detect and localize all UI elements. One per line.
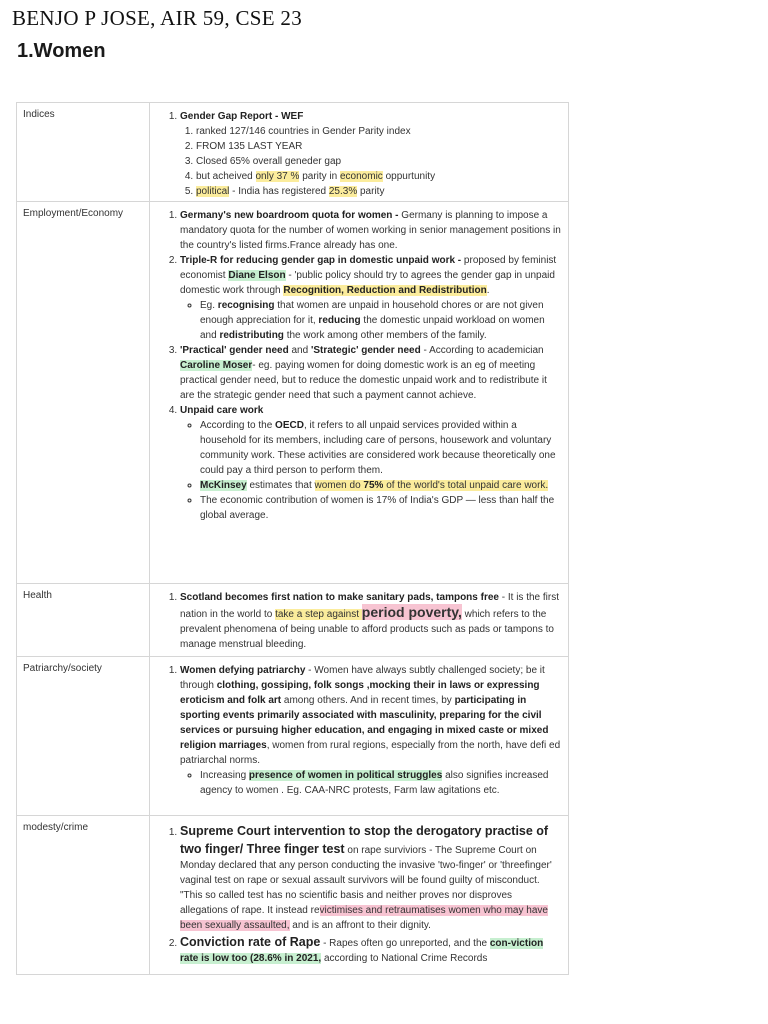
table-row — [17, 584, 569, 657]
item-title: Gender Gap Report - WEF — [180, 111, 304, 122]
highlight: take a step against — [275, 609, 362, 620]
content-cell — [150, 816, 569, 975]
item-text: that women are unpaid in household chores or are not given enough appreciation for it, — [200, 300, 544, 326]
item-title: Women defying patriarchy — [180, 665, 306, 676]
highlight: period poverty, — [361, 604, 462, 620]
list-item — [196, 154, 562, 169]
item-title: Unpaid care work — [180, 405, 264, 416]
category-label: Patriarchy/society — [23, 663, 102, 674]
content-list — [160, 822, 562, 966]
item-text: - According to academician — [420, 345, 544, 356]
list-item — [200, 298, 562, 343]
item-text: , women from rural regions, especially from the north, have defi ed patriarchal norms. — [180, 740, 561, 766]
item-text: parity — [357, 186, 385, 197]
list-item — [180, 253, 562, 343]
highlight: Caroline Moser — [180, 360, 253, 371]
item-text: Closed 65% overall geneder gap — [196, 156, 342, 167]
list-item — [180, 208, 562, 253]
item-text: which refers to the prevalent phenomena of being unable to afford products such as pads or tampons to manage menstrual bleeding. — [180, 609, 554, 650]
highlight: Diane Elson — [228, 270, 286, 281]
item-text: The economic contribution of women is 17% of India's GDP — less than half the global average. — [200, 495, 555, 521]
list-item — [196, 124, 562, 139]
category-label: Health — [23, 590, 52, 601]
highlight: 75% — [363, 480, 384, 491]
highlight: victimises and retraumatises women who may have been sexually assaulted, — [180, 905, 548, 931]
list-item — [180, 933, 562, 966]
item-text: According to the — [200, 420, 276, 431]
item-title: Conviction rate of Rape — [180, 935, 321, 949]
item-bold: participating in sporting events primarily associated with masculinity, preparing for the civil services or pursuing higher education, and engaging in mixed caste or mixed religion marriages — [180, 695, 549, 751]
category-cell — [17, 816, 150, 975]
list-item — [180, 590, 562, 652]
bullet-list — [180, 418, 562, 523]
highlight: political — [196, 186, 230, 197]
list-item — [200, 493, 562, 523]
content-cell — [150, 202, 569, 584]
item-text: - 'public policy should try to agrees the gender gap in unpaid domestic work through — [180, 270, 555, 296]
item-text: FROM 135 LAST YEAR — [196, 141, 303, 152]
item-text: and — [288, 345, 311, 356]
content-list — [160, 109, 562, 199]
list-item — [180, 109, 562, 199]
header-title: BENJO P JOSE, AIR 59, CSE 23 — [12, 6, 303, 30]
item-text: - eg. paying women for doing domestic work is an eg of meeting practical gender need, but to reduce the domestic unpaid work and to redistribute it are the strategic gender need that such a payment cannot achieve. — [180, 360, 547, 401]
highlight: women do — [314, 480, 364, 491]
list-item — [180, 822, 562, 933]
item-text: - Rapes often go unreported, and the — [320, 938, 490, 949]
bullet-list — [180, 768, 562, 798]
content-list — [160, 590, 562, 652]
item-title: Supreme Court intervention to stop the derogatory practise of two finger/ Three finger test — [180, 824, 549, 856]
item-text: - Women have always subtly challenged society; be it through — [180, 665, 545, 691]
category-cell — [17, 657, 150, 816]
item-title: Scotland becomes first nation to make sanitary pads, tampons free — [180, 592, 499, 603]
item-text: ranked 127/146 countries in Gender Parity index — [196, 126, 411, 137]
highlight: Recognition, Reduction and Redistribution — [283, 285, 487, 296]
item-text: on rape surviviors - The Supreme Court on Monday declared that any person conducting the invasive 'two-finger' or 'threefinger' vaginal test on rape or sexual assault survivors will be found guilty of misconduct. "This so called test has no scientific basis and neither proves nor disproves allegations of rape. It instead re — [180, 845, 552, 916]
category-cell — [17, 103, 150, 202]
item-bold: OECD — [275, 420, 304, 431]
table-row — [17, 657, 569, 816]
item-title: Germany's new boardroom quota for women - — [180, 210, 402, 221]
content-list — [160, 663, 562, 798]
item-text: among others. And in recent times, by — [281, 695, 455, 706]
highlight: 25.3% — [328, 186, 358, 197]
content-cell — [150, 657, 569, 816]
table-row — [17, 816, 569, 975]
item-text: - It is the first nation in the world to — [180, 592, 559, 620]
category-label: Employment/Economy — [23, 208, 124, 219]
highlight: McKinsey — [200, 480, 247, 491]
item-text: proposed by feminist economist — [180, 255, 557, 281]
list-item — [200, 478, 562, 493]
item-text: the work among other members of the family. — [283, 330, 487, 341]
item-text: according to National Crime Records — [321, 953, 488, 964]
list-item — [180, 663, 562, 798]
category-cell — [17, 202, 150, 584]
item-bold: recognising — [217, 300, 275, 311]
list-item — [200, 768, 562, 798]
category-label: modesty/crime — [23, 822, 89, 833]
table-row — [17, 103, 569, 202]
category-cell — [17, 584, 150, 657]
list-item — [196, 139, 562, 154]
list-item — [196, 184, 562, 199]
item-text: estimates that — [246, 480, 315, 491]
item-text: but acheived — [196, 171, 256, 182]
category-label: Indices — [23, 109, 55, 120]
item-text: - India has registered — [229, 186, 329, 197]
highlight: presence of women in political struggles — [248, 770, 443, 781]
content-cell — [150, 103, 569, 202]
highlight: only 37 % — [255, 171, 300, 182]
table-row — [17, 202, 569, 584]
item-text: parity in — [299, 171, 340, 182]
item-bold: redistributing — [219, 330, 284, 341]
item-bold: reducing — [318, 315, 361, 326]
highlight: con-viction rate is low too (28.6% in 2021, — [180, 938, 544, 964]
list-item — [196, 169, 562, 184]
item-text: Germany is planning to impose a mandatory quota for the number of women working in senior management positions in the country's listed firms.France already has one. — [180, 210, 561, 251]
highlight: of the world's total unpaid care work. — [383, 480, 549, 491]
item-text: oppurtunity — [382, 171, 436, 182]
notes-table — [16, 102, 569, 975]
item-title: Triple-R for reducing gender gap in domestic unpaid work - — [180, 255, 464, 266]
item-title: 'Practical' gender need — [180, 345, 289, 356]
list-item — [180, 403, 562, 523]
list-item — [200, 418, 562, 478]
item-text: , it refers to all unpaid services provided within a household for its members, including care of persons, housework and voluntary community work. These activities are considered work because theoretically one could pay a third person to perform them. — [200, 420, 556, 476]
item-text: the domestic unpaid workload on women and — [200, 315, 545, 341]
list-item — [180, 343, 562, 403]
highlight: economic — [340, 171, 383, 182]
page-heading: 1.Women — [17, 40, 106, 62]
item-text: also signifies increased agency to women . Eg. CAA-NRC protests, Farm law agitations etc. — [200, 770, 549, 796]
content-list — [160, 208, 562, 523]
content-cell — [150, 584, 569, 657]
item-bold: clothing, gossiping, folk songs ,mocking their in laws or expressing eroticism and folk art — [180, 680, 540, 706]
sub-list — [180, 124, 562, 199]
item-text: Eg. — [200, 300, 218, 311]
item-title: 'Strategic' gender need — [310, 345, 421, 356]
item-text: Increasing — [200, 770, 249, 781]
item-text: and is an affront to their dignity. — [289, 920, 431, 931]
item-text: . — [486, 285, 490, 296]
bullet-list — [180, 298, 562, 343]
